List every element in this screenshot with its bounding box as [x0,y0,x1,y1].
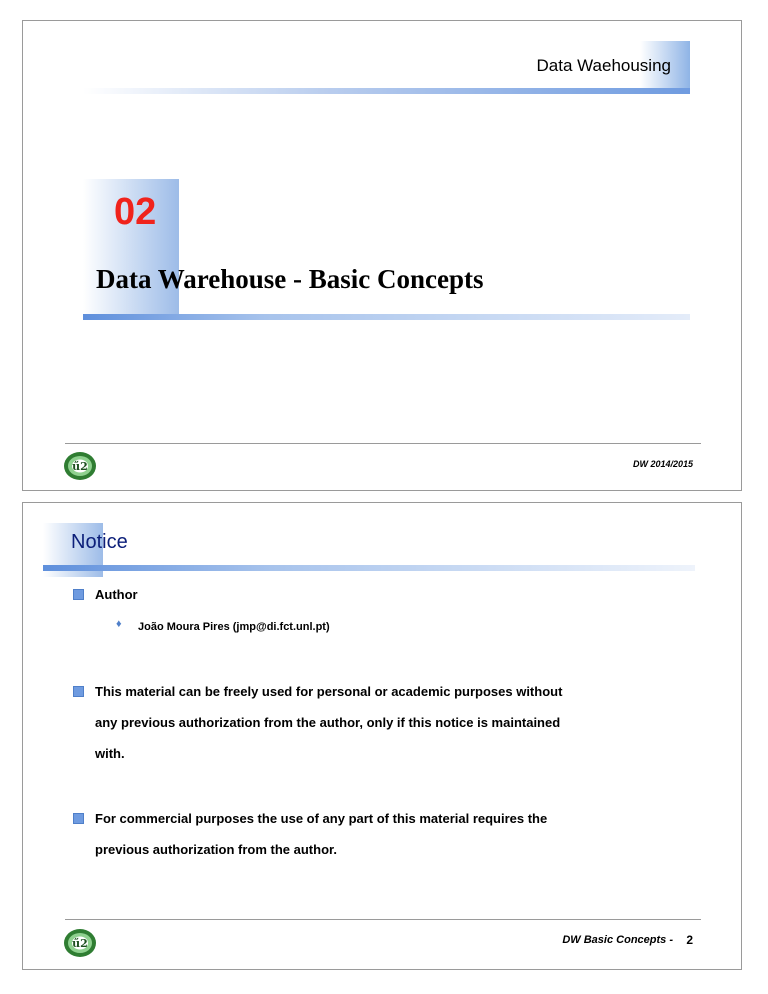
notice-text-line: with. [95,746,125,761]
unl-logo-icon [63,449,97,483]
square-bullet-icon [73,589,84,600]
notice-slide [22,502,742,970]
square-bullet-icon [73,813,84,824]
page-number: 2 [686,933,693,947]
header-title: Data Waehousing [536,56,671,75]
notice-text-line: previous authorization from the author. [95,842,337,857]
footer-label: DW Basic Concepts - [562,934,673,946]
slide-title: Data Warehouse - Basic Concepts [96,264,484,294]
course-label: DW 2014/2015 [632,459,693,469]
notice-divider [43,565,695,571]
notice-text-line: any previous authorization from the author, only if this notice is maintained [95,715,561,730]
section-number: 02 [114,191,157,233]
author-name: João Moura Pires (jmp@di.fct.unl.pt) [138,621,330,633]
title-slide [22,20,742,491]
footer-rule [65,919,701,920]
notice-text-line: This material can be freely used for personal or academic purposes without [95,684,563,699]
header-divider [83,88,690,94]
square-bullet-icon [73,686,84,697]
diamond-bullet-icon: ♦ [116,618,122,630]
footer-rule [65,443,701,444]
notice-text-line: For commercial purposes the use of any part of this material requires the [95,811,548,826]
title-divider [83,314,690,320]
svg-text:ű2: ű2 [72,460,88,473]
unl-logo-icon [63,926,97,960]
notice-title: Notice [71,531,128,553]
bullet-author: Author [95,587,138,602]
svg-text:ű2: ű2 [72,937,88,950]
